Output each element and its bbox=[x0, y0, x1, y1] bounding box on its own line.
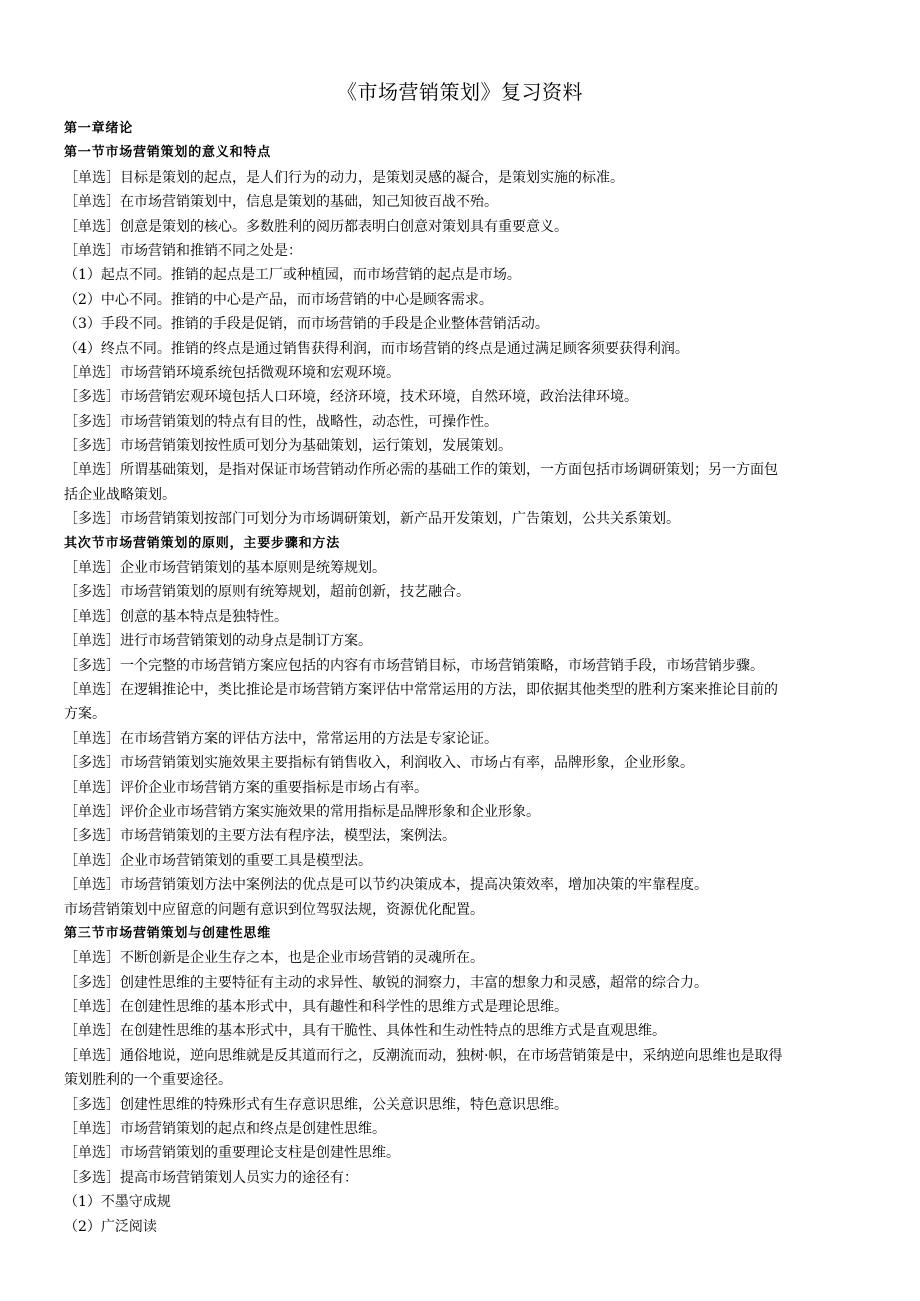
text-line: 括企业战略策划。 bbox=[64, 486, 176, 503]
document-body bbox=[64, 117, 856, 1239]
text-line: 方案。 bbox=[64, 706, 106, 723]
text-line: ［多选］创建性思维的特殊形式有生存意识思维，公关意识思维，特色意识思维。 bbox=[64, 1096, 568, 1113]
text-line: ［单选］所谓基础策划，是指对保证市场营销动作所必需的基础工作的策划，一方面包括市场调研策划；另一方面包 bbox=[64, 462, 778, 479]
text-line: （4）终点不同。推销的终点是通过销售获得利润，而市场营销的终点是通过满足顾客须要获得利润。 bbox=[64, 340, 689, 357]
text-line: ［单选］进行市场营销策划的动身点是制订方案。 bbox=[64, 633, 372, 650]
text-line: ［单选］评价企业市场营销方案实施效果的常用指标是品牌形象和企业形象。 bbox=[64, 803, 540, 820]
text-line: ［单选］目标是策划的起点，是人们行为的动力，是策划灵感的凝合，是策划实施的标准。 bbox=[64, 169, 624, 186]
text-line: ［多选］提高市场营销策划人员实力的途径有： bbox=[64, 1169, 358, 1186]
text-line: ［单选］市场营销策划的起点和终点是创建性思维。 bbox=[64, 1121, 386, 1138]
text-line: ［单选］企业市场营销策划的基本原则是统筹规划。 bbox=[64, 560, 386, 577]
text-line: （2）中心不同。推销的中心是产品，而市场营销的中心是顾客需求。 bbox=[64, 291, 493, 308]
text-line: ［多选］创建性思维的主要特征有主动的求异性、敏锐的洞察力，丰富的想象力和灵感，超常的综合力。 bbox=[64, 974, 708, 991]
text-line: ［单选］市场营销策划的重要理论支柱是创建性思维。 bbox=[64, 1145, 400, 1162]
section-heading: 第三节市场营销策划与创建性思维 bbox=[64, 925, 272, 941]
text-line: ［单选］在市场营销方案的评估方法中，常常运用的方法是专家论证。 bbox=[64, 730, 498, 747]
text-line: ［多选］市场营销策划的主要方法有程序法，模型法，案例法。 bbox=[64, 828, 456, 845]
text-line: ［单选］在创建性思维的基本形式中，具有趣性和科学性的思维方式是理论思维。 bbox=[64, 999, 568, 1016]
text-line: ［单选］创意是策划的核心。多数胜利的阅历都表明白创意对策划具有重要意义。 bbox=[64, 218, 568, 235]
text-line: （2）广泛阅读 bbox=[64, 1218, 157, 1235]
document-title: 《市场营销策划》复习资料 bbox=[337, 80, 583, 104]
text-line: ［单选］市场营销策划方法中案例法的优点是可以节约决策成本，提高决策效率，增加决策的牢靠程度。 bbox=[64, 877, 708, 894]
text-line: 市场营销策划中应留意的问题有意识到位驾驭法规，资源优化配置。 bbox=[64, 901, 484, 918]
text-line: ［单选］在创建性思维的基本形式中，具有干脆性、具体性和生动性特点的思维方式是直观思维。 bbox=[64, 1023, 666, 1040]
text-line: 策划胜利的一个重要途径。 bbox=[64, 1072, 232, 1089]
text-line: ［单选］通俗地说，逆向思维就是反其道而行之，反潮流而动，独树·帜，在市场营销策是中，采纳逆向思维也是取得 bbox=[64, 1047, 783, 1064]
section-heading: 第一节市场营销策划的意义和特点 bbox=[64, 145, 272, 161]
text-line: （1）不墨守成规 bbox=[64, 1194, 171, 1211]
text-line: （1）起点不同。推销的起点是工厂或种植园，而市场营销的起点是市场。 bbox=[64, 267, 521, 284]
text-line: ［多选］市场营销策划的特点有目的性，战略性，动态性，可操作性。 bbox=[64, 413, 498, 430]
text-line: ［单选］创意的基本特点是独特性。 bbox=[64, 608, 288, 625]
text-line: ［多选］市场营销策划按部门可划分为市场调研策划，新产品开发策划，广告策划，公共关系策划。 bbox=[64, 511, 680, 528]
text-line: ［多选］市场营销策划的原则有统筹规划，超前创新，技艺融合。 bbox=[64, 584, 470, 601]
text-line: ［单选］不断创新是企业生存之本，也是企业市场营销的灵魂所在。 bbox=[64, 950, 484, 967]
text-line: ［多选］市场营销策划实施效果主要指标有销售收入，利润收入、市场占有率，品牌形象，企业形象。 bbox=[64, 755, 694, 772]
text-line: ［单选］市场营销和推销不同之处是： bbox=[64, 242, 302, 259]
text-line: ［多选］市场营销宏观环境包括人口环境，经济环境，技术环境，自然环境，政治法律环境。 bbox=[64, 389, 638, 406]
text-line: ［单选］评价企业市场营销方案的重要指标是市场占有率。 bbox=[64, 779, 428, 796]
text-line: ［单选］市场营销环境系统包括微观环境和宏观环境。 bbox=[64, 364, 400, 381]
text-line: ［单选］在市场营销策划中，信息是策划的基础，知己知彼百战不殆。 bbox=[64, 194, 498, 211]
text-line: ［单选］企业市场营销策划的重要工具是模型法。 bbox=[64, 852, 372, 869]
text-line: ［多选］一个完整的市场营销方案应包括的内容有市场营销目标，市场营销策略，市场营销手段，市场营销步骤。 bbox=[64, 657, 764, 674]
text-line: （3）手段不同。推销的手段是促销，而市场营销的手段是企业整体营销活动。 bbox=[64, 316, 549, 333]
text-line: ［单选］在逻辑推论中，类比推论是市场营销方案评估中常常运用的方法，即依据其他类型的胜利方案来推论目前的 bbox=[64, 681, 778, 698]
section-heading: 其次节市场营销策划的原则，主要步骤和方法 bbox=[64, 535, 341, 551]
text-line: ［多选］市场营销策划按性质可划分为基础策划，运行策划，发展策划。 bbox=[64, 438, 512, 455]
section-heading: 第一章绪论 bbox=[64, 121, 134, 136]
